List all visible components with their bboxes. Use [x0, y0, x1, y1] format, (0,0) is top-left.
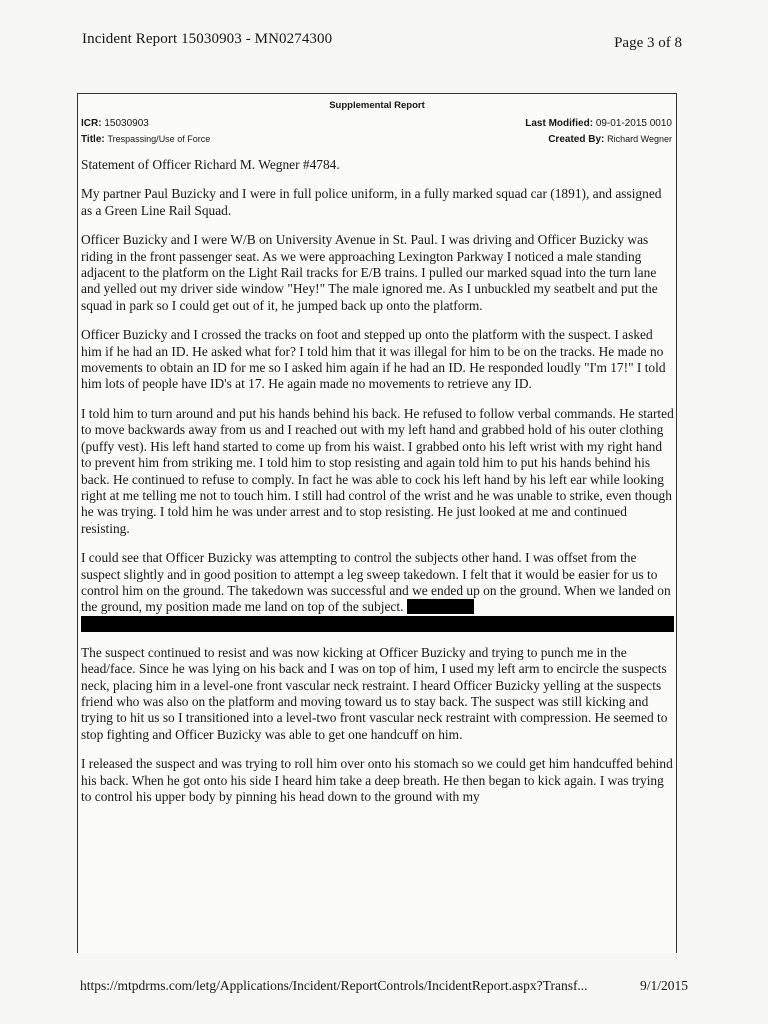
statement-paragraph: I released the suspect and was trying to roll him over onto his stomach so we could get him handcuffed behind his back. When he got onto his side I heard him take a deep breath. He then began to kick again. I was trying to control his upper body by pinning his head down to the ground with my	[81, 756, 673, 804]
page-header-title: Incident Report 15030903 - MN0274300	[82, 31, 333, 47]
page-number: Page 3 of 8	[614, 35, 682, 51]
statement-paragraph: The suspect continued to resist and was now kicking at Officer Buzicky and trying to punch me in the head/face. Since he was lying on his back and I was on top of him, I used my left arm to encircle the suspects neck, placing him in a level-one front vascular neck restraint. I heard Officer Buzicky yelling at the suspects friend who was also on the platform and moving toward us to stay back. The suspect was still kicking and trying to hit us so I transitioned into a level-two front vascular neck restraint with compression. He seemed to stop fighting and Officer Buzicky was able to get one handcuff on him.	[81, 644, 668, 742]
meta-row-title	[78, 134, 676, 145]
statement-paragraph-redacted	[81, 550, 674, 632]
icr-label: ICR:	[81, 118, 102, 129]
created-by-label: Created By:	[548, 134, 605, 145]
title-label: Title:	[81, 134, 105, 145]
footer-date: 9/1/2015	[639, 978, 688, 993]
icr-field	[81, 118, 149, 129]
statement-paragraph-text: I could see that Officer Buzicky was attempting to control the subjects other hand. I was offset from the suspect slightly and in good position to attempt a leg sweep takedown. I felt that it would be easier for us to control him on the ground. The takedown was successful and we ended up on the ground. When we landed on the ground, my position made me land on top of the subject.	[81, 550, 671, 615]
meta-row-icr	[78, 118, 676, 129]
statement-paragraph: My partner Paul Buzicky and I were in full police uniform, in a fully marked squad car (1891), and assigned as a Green Line Rail Squad.	[81, 186, 662, 218]
statement-heading: Statement of Officer Richard M. Wegner #4784.	[81, 157, 340, 172]
redaction-block	[407, 599, 474, 614]
page-footer	[80, 978, 688, 994]
statement-body	[78, 157, 676, 805]
icr-value: 15030903	[104, 118, 149, 129]
statement-paragraph: I told him to turn around and put his hands behind his back. He refused to follow verbal commands. He started to move backwards away from us and I reached out with my left hand and grabbed hold of his outer clothing (puffy vest). His left hand started to come up from his waist. I grabbed onto his left wrist with my right hand to prevent him from striking me. I told him to stop resisting and again told him to put his hands behind his back. He continued to refuse to comply. In fact he was able to cock his left hand by his left ear while looking right at me telling me not to touch him. I still had control of the wrist and he was unable to strike, even though he was trying. I told him he was under arrest and to stop resisting. He just looked at me and continued resisting.	[81, 405, 674, 536]
created-by-value: Richard Wegner	[607, 134, 672, 144]
title-value: Trespassing/Use of Force	[107, 134, 211, 144]
last-modified-value: 09-01-2015 0010	[595, 118, 672, 129]
created-by-field	[548, 134, 672, 145]
last-modified-field	[525, 118, 672, 129]
supplemental-report-box	[77, 93, 677, 953]
statement-paragraph: Officer Buzicky and I crossed the tracks on foot and stepped up onto the platform with the suspect. I asked him if he had an ID. He asked what for? I told him that it was illegal for him to be on the tracks. He made no movements to obtain an ID for me so I asked him again if he had an ID. He responded loudly "I'm 17!" I told him lots of people have ID's at 17. He again made no movements to retrieve any ID.	[81, 327, 666, 392]
statement-paragraph: Officer Buzicky and I were W/B on University Avenue in St. Paul. I was driving and Officer Buzicky was riding in the front passenger seat. As we were approaching Lexington Parkway I noticed a male standing adjacent to the platform on the Light Rail tracks for E/B trains. I pulled our marked squad into the turn lane and yelled out my driver side window "Hey!" The male ignored me. As I unbuckled my seatbelt and put the squad in park so I could get out of it, he jumped back up onto the platform.	[81, 232, 658, 313]
footer-url: https://mtpdrms.com/letg/Applications/Incident/ReportControls/IncidentReport.aspx?Transf...	[80, 978, 588, 993]
last-modified-label: Last Modified:	[525, 118, 594, 129]
section-title: Supplemental Report	[329, 100, 425, 111]
redaction-bar	[81, 616, 674, 632]
title-field	[81, 134, 210, 145]
